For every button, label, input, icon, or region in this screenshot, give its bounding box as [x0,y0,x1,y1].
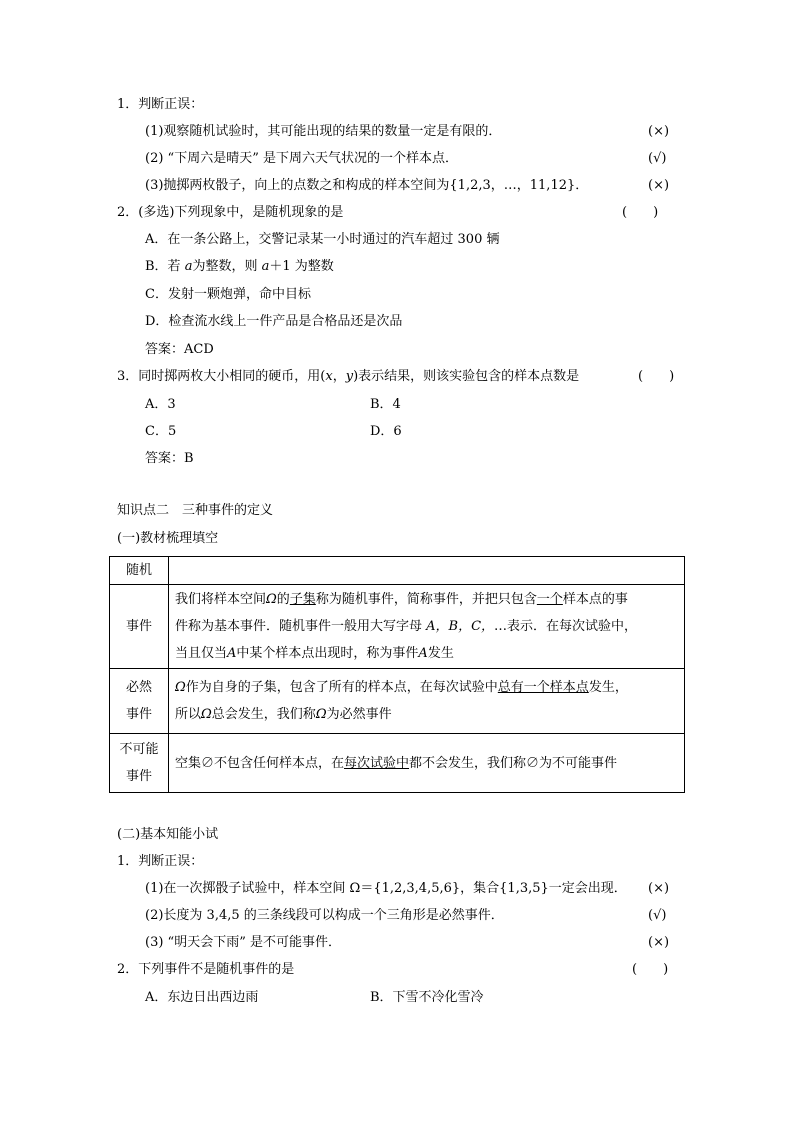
q1-item-3-mark: (×) [648,178,670,193]
table-head-event: 事件 [110,585,169,669]
q3-title-post: )表示结果，则该实验包含的样本点数是 [353,369,580,384]
q4-item-2-mark: (√) [648,908,667,923]
blank-answer: 一个 [536,592,563,607]
q3-option-b: B．4 [370,397,401,412]
q4-title: 1．判断正误： [117,854,204,869]
q2-option-a: A．在一条公路上，交警记录某一小时通过的汽车超过 300 辆 [145,232,500,247]
q3-title-pre: 3．同时掷两枚大小相同的硬币，用( [117,369,326,384]
q4-item-3-mark: (×) [648,935,670,950]
def-line: 空集∅不包含任何样本点，在每次试验中都不会发生，我们称∅为不可能事件 [175,755,618,771]
table-head-random: 随机 [110,557,169,585]
q3-option-c: C．5 [145,424,177,439]
q5-title: 2．下列事件不是随机事件的是 [117,962,295,977]
subsection-title-1: (一)教材梳理填空 [117,531,219,546]
q4-item-1: (1)在一次掷骰子试验中，样本空间 Ω＝{1,2,3,4,5,6}，集合{1,3,5}一定会出现． [145,881,627,896]
table-cell-certain-event-def [169,669,685,734]
q1-title: 1．判断正误： [117,97,204,112]
q5-answer-paren: ( ) [632,962,669,977]
var-a: a [184,259,193,274]
table-cell-empty [169,557,685,585]
var-x: x [325,369,333,384]
omega-symbol: Ω [266,592,277,607]
var-y: y [345,369,354,384]
table-row [110,585,685,669]
q3-title [117,368,579,386]
q2-option-b [145,258,334,276]
q2-option-d: D．检查流水线上一件产品是合格品还是次品 [145,314,403,329]
def-line: Ω作为自身的子集，包含了所有的样本点，在每次试验中总有一个样本点发生， [175,680,628,695]
blank-answer: 子集 [289,592,316,607]
var-a: a [261,259,270,274]
def-line: 我们将样本空间Ω的子集称为随机事件，简称事件，并把只包含一个样本点的事 [175,592,628,607]
q2-title: 2．(多选)下列现象中，是随机现象的是 [117,205,344,220]
q1-item-2-mark: (√) [648,151,667,166]
def-line: 当且仅当A中某个样本点出现时，称为事件A发生 [175,646,454,661]
def-line: 件称为基本事件．随机事件一般用大写字母 A，B，C，…表示．在每次试验中， [175,619,638,634]
q4-item-3: (3) “明天会下雨” 是不可能事件． [145,935,341,950]
q2-answer-paren: ( ) [622,205,659,220]
q2-answer: 答案：ACD [145,342,214,357]
q1-item-1: (1)观察随机试验时，其可能出现的结果的数量一定是有限的． [145,124,502,139]
table-row [110,557,685,585]
q3-option-a: A．3 [145,397,176,412]
table-cell-random-event-def [169,585,685,669]
section-title: 知识点二 三种事件的定义 [117,503,274,518]
omega-symbol: Ω [175,680,186,695]
q2-option-b-prefix: B．若 [145,259,185,274]
q4-item-1-mark: (×) [648,881,670,896]
blank-answer: 总有一个样本点 [497,680,589,695]
q4-item-2: (2)长度为 3,4,5 的三条线段可以构成一个三角形是必然事件． [145,908,504,923]
definition-table [109,556,685,793]
blank-answer: 每次试验中 [344,755,410,771]
q2-option-c: C．发射一颗炮弹，命中目标 [145,287,311,302]
q3-option-d: D．6 [370,424,402,439]
q3-answer-paren: ( ) [638,369,675,384]
def-line: 所以Ω总会发生，我们称Ω为必然事件 [175,707,392,722]
q2-option-b-suffix: ＋1 为整数 [269,259,334,274]
q5-option-a: A．东边日出西边雨 [145,990,259,1005]
table-head-certain-event: 必然 事件 [110,669,169,734]
q1-item-2: (2) “下周六是晴天” 是下周六天气状况的一个样本点． [145,151,458,166]
q1-item-3: (3)抛掷两枚骰子，向上的点数之和构成的样本空间为{1,2,3，…，11,12}． [145,178,589,193]
table-cell-impossible-event-def [169,734,685,793]
q3-answer: 答案：B [145,451,194,466]
q5-option-b: B．下雪不冷化雪冷 [370,990,484,1005]
q2-option-b-mid: 为整数，则 [192,259,262,274]
table-row [110,669,685,734]
q1-item-1-mark: (×) [648,124,670,139]
table-head-impossible-event: 不可能 事件 [110,734,169,793]
q3-title-comma: ， [332,369,346,384]
table-row [110,734,685,793]
subsection-title-2: (二)基本知能小试 [117,827,219,842]
